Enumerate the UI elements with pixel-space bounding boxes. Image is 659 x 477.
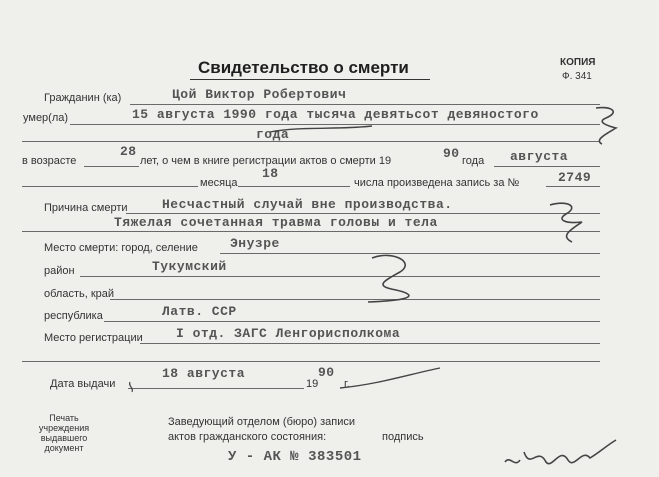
year-suffix-label: года	[462, 155, 485, 167]
reg-year: 90	[443, 146, 460, 161]
reg-month: августа	[510, 149, 569, 164]
issue-day-month: 18 августа	[162, 366, 246, 381]
place-value: Энузре	[230, 236, 280, 251]
document-title: Свидетельство о смерти	[198, 58, 409, 77]
record-made-label: числа произведена запись за №	[354, 177, 520, 189]
issue-date-label: Дата выдачи	[50, 378, 116, 390]
issue-year-suffix: г.	[344, 378, 350, 390]
age-middle-label: лет, о чем в книге регистрации актов о смерти 19	[140, 155, 392, 167]
month-label: месяца	[200, 177, 238, 189]
cause-line2: Тяжелая сочетанная травма головы и тела	[114, 215, 438, 230]
cause-line1: Несчастный случай вне производства.	[162, 197, 453, 212]
age-value: 28	[120, 144, 137, 159]
place-label: Место смерти: город, селение	[44, 242, 198, 254]
republic-value: Латв. ССР	[162, 304, 237, 319]
signature-label: подпись	[382, 431, 424, 443]
form-number: Ф. 341	[562, 71, 592, 82]
reg-day: 18	[262, 166, 279, 181]
registry-label: Место регистрации	[44, 332, 143, 344]
republic-label: республика	[44, 310, 103, 322]
serial-number: У - АК № 383501	[228, 449, 362, 465]
citizen-label: Гражданин (ка)	[44, 92, 122, 104]
head-line1: Заведующий отделом (бюро) записи	[168, 416, 355, 428]
age-prefix-label: в возрасте	[22, 155, 77, 167]
cause-label: Причина смерти	[44, 202, 128, 214]
death-date-line1: 15 августа 1990 года тысяча девятьсот девяностого	[132, 107, 539, 122]
issue-year: 90	[318, 365, 335, 380]
record-number: 2749	[558, 170, 592, 185]
registry-value: I отд. ЗАГС Ленгорисполкома	[176, 326, 401, 341]
died-label: умер(ла)	[23, 112, 69, 124]
issue-year-prefix: 19	[306, 378, 319, 390]
stamp-label: Печать учреждения выдавшего документ	[38, 413, 90, 453]
region-label: область, край	[44, 288, 115, 300]
head-line2: актов гражданского состояния:	[168, 431, 327, 443]
copy-label: КОПИЯ	[560, 57, 596, 68]
death-date-line2: года	[256, 127, 290, 142]
district-value: Тукумский	[152, 259, 227, 274]
citizen-name: Цой Виктор Робертович	[172, 87, 347, 102]
district-label: район	[44, 265, 75, 277]
